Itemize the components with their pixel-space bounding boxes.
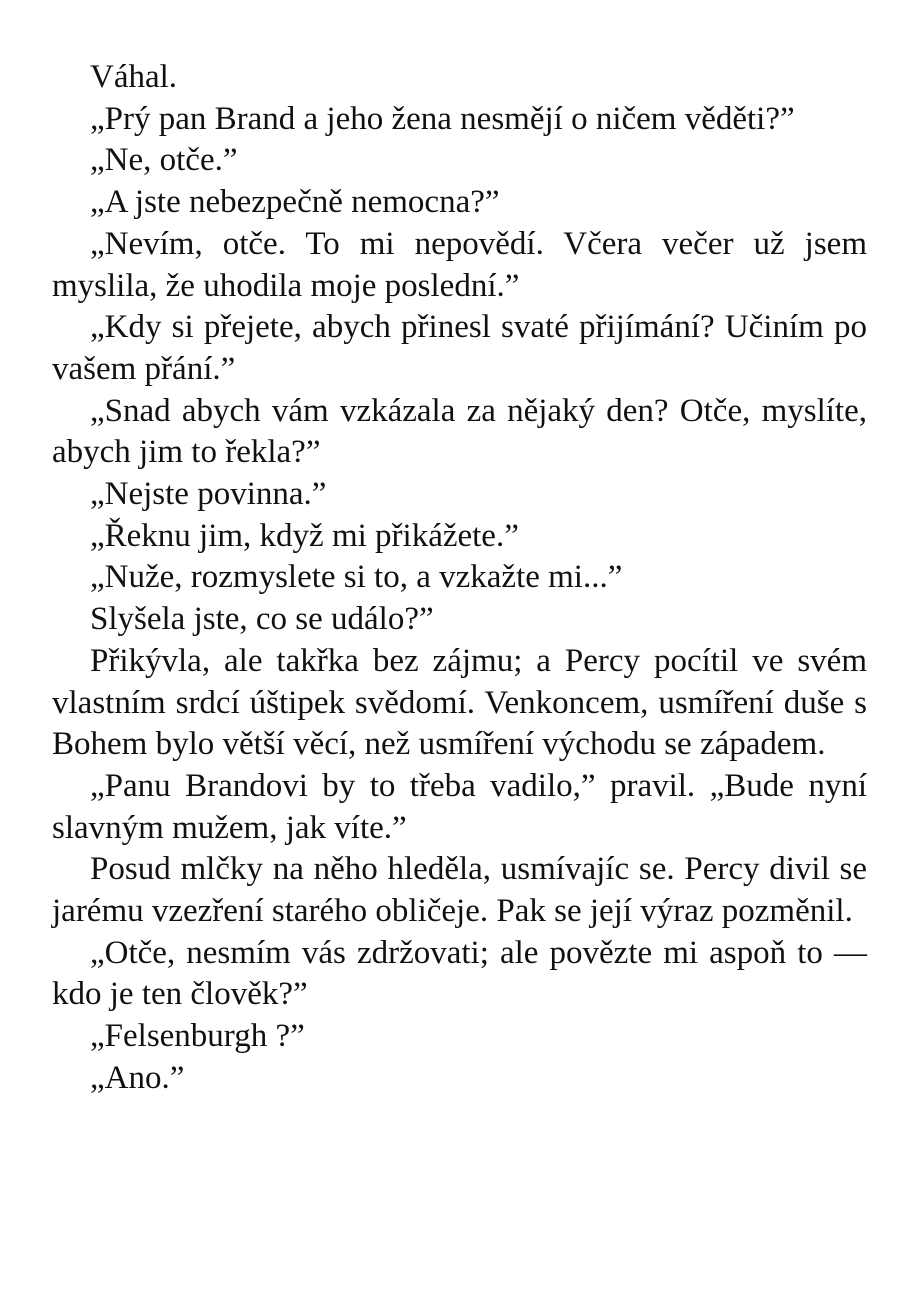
paragraph: „Nuže, rozmyslete si to, a vzkažte mi...”: [90, 559, 623, 596]
paragraph: „A jste nebezpečně nemocna?”: [90, 184, 500, 221]
paragraph: „Nejste povinna.”: [90, 476, 327, 513]
paragraph: „Snad abych vám vzkázala za nějaký den? Otče, myslíte, abych jim to řekla?”: [52, 392, 867, 471]
paragraph: Přikývla, ale takřka bez zájmu; a Percy pocítil ve svém vlastním srdcí úštipek svědomí. Venkoncem, usmíření duše s Bohem bylo větší věcí, než usmíření východu se západem.: [52, 642, 867, 763]
paragraph: „Ne, otče.”: [90, 142, 238, 179]
paragraph: Váhal.: [90, 59, 178, 95]
paragraph: „Kdy si přejete, abych přinesl svaté přijímání? Učiním po vašem přání.”: [52, 309, 867, 387]
paragraph: Posud mlčky na něho hleděla, usmívajíc se. Percy divil se jarému vzezření starého obličeje. Pak se její výraz pozměnil.: [52, 851, 867, 930]
paragraph: „Felsenburgh ?”: [90, 1018, 305, 1055]
paragraph: „Prý pan Brand a jeho žena nesmějí o ničem věděti?”: [90, 100, 795, 137]
paragraph: „Panu Brandovi by to třeba vadilo,” pravil. „Bude nyní slavným mužem, jak víte.”: [52, 767, 867, 846]
paragraph: „Nevím, otče. To mi nepovědí. Včera večer už jsem myslila, že uhodila moje poslední.”: [52, 225, 867, 304]
paragraph: Slyšela jste, co se událo?”: [90, 601, 434, 638]
paragraph: „Řeknu jim, když mi přikážete.”: [90, 517, 519, 554]
paragraph: „Otče, nesmím vás zdržovati; ale povězte mi aspoň to — kdo je ten člověk?”: [52, 934, 867, 1013]
page-text: [52, 57, 867, 1100]
paragraph: „Ano.”: [90, 1059, 185, 1096]
